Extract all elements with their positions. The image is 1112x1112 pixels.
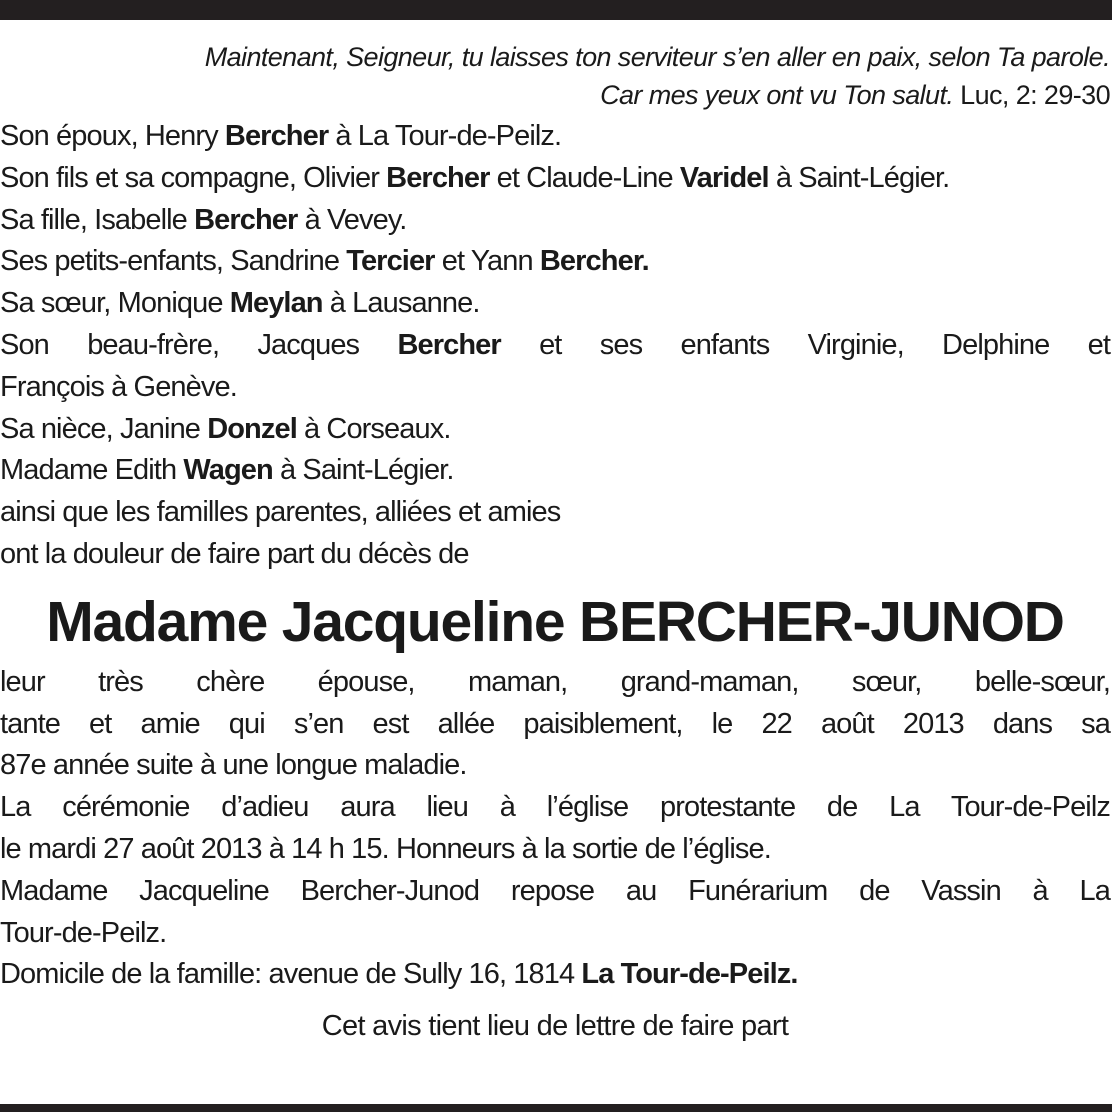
scripture-quote <box>0 38 1110 114</box>
text: Sa nièce, Janine <box>0 412 208 445</box>
top-rule <box>0 0 1112 20</box>
surname: Wagen <box>183 454 273 487</box>
family-closing-1: ainsi que les familles parentes, alliées et amies <box>0 496 561 529</box>
surname: Meylan <box>229 287 323 320</box>
surname: Donzel <box>207 412 297 445</box>
text: Son beau-frère, Jacques <box>0 328 398 361</box>
obituary-notice <box>0 38 1110 1046</box>
text: à Saint-Légier. <box>272 454 454 487</box>
surname: Varidel <box>679 161 769 194</box>
family-line-daughter <box>0 200 1110 242</box>
family-closing-2: ont la douleur de faire part du décès de <box>0 537 469 570</box>
notice-line: tante et amie qui s’en est allée paisiblement, le 22 août 2013 dans sa <box>0 707 1110 740</box>
notice-line: Madame Jacqueline Bercher-Junod repose au Funérarium de Vassin à La <box>0 874 1110 907</box>
notice-line-domicile <box>0 954 1110 996</box>
surname: Bercher <box>194 203 298 236</box>
family-line-brother-in-law-cont: François à Genève. <box>0 370 237 403</box>
text: et Claude-Line <box>489 161 680 194</box>
deceased-name: Madame Jacqueline BERCHER-JUNOD <box>46 589 1064 654</box>
place: La Tour-de-Peilz. <box>581 958 798 991</box>
bottom-rule <box>0 1104 1112 1112</box>
family-line-madame <box>0 450 1110 492</box>
quote-line-2-italic: Car mes yeux ont vu Ton salut. <box>600 80 954 110</box>
text: à La Tour-de-Peilz. <box>328 120 562 152</box>
text: Sa sœur, Monique <box>0 287 230 320</box>
notice-line: le mardi 27 août 2013 à 14 h 15. Honneurs à la sortie de l’église. <box>0 832 771 865</box>
text: à Lausanne. <box>322 287 480 320</box>
text: Madame Edith <box>0 454 184 487</box>
notice-line: La cérémonie d’adieu aura lieu à l’église protestante de La Tour-de-Peilz <box>0 791 1110 824</box>
quote-line-2 <box>0 76 1110 114</box>
text: et ses enfants Virginie, Delphine et <box>500 328 1110 361</box>
family-line-husband <box>0 116 1110 158</box>
surname: Bercher <box>386 161 490 194</box>
family-list <box>0 116 1110 576</box>
text: Sa fille, Isabelle <box>0 203 195 236</box>
notice-line: leur très chère épouse, maman, grand-maman, sœur, belle-sœur, <box>0 665 1110 698</box>
surname: Bercher. <box>539 245 649 278</box>
family-line-niece <box>0 409 1110 451</box>
text: à Vevey. <box>297 203 407 236</box>
quote-line-1: Maintenant, Seigneur, tu laisses ton serviteur s’en aller en paix, selon Ta parole. <box>204 42 1110 72</box>
text: à Saint-Légier. <box>768 161 950 194</box>
surname: Bercher <box>397 328 501 361</box>
text: Son fils et sa compagne, Olivier <box>0 161 387 194</box>
surname: Tercier <box>346 245 435 278</box>
text: et Yann <box>434 245 540 278</box>
text: Domicile de la famille: avenue de Sully 16, 1814 <box>0 958 582 991</box>
footer-note: Cet avis tient lieu de lettre de faire part <box>321 1010 789 1043</box>
family-line-grandchildren <box>0 241 1110 283</box>
surname: Bercher <box>224 120 329 152</box>
notice-text <box>0 662 1110 996</box>
text: Ses petits-enfants, Sandrine <box>0 245 347 278</box>
quote-reference: Luc, 2: 29-30 <box>953 80 1110 110</box>
notice-line: 87e année suite à une longue maladie. <box>0 749 467 782</box>
text: Son époux, Henry <box>0 120 225 152</box>
family-line-sister <box>0 283 1110 325</box>
text: à Corseaux. <box>296 412 451 445</box>
family-line-son <box>0 158 1110 200</box>
family-line-brother-in-law <box>0 325 1110 367</box>
notice-line: Tour-de-Peilz. <box>0 916 167 949</box>
